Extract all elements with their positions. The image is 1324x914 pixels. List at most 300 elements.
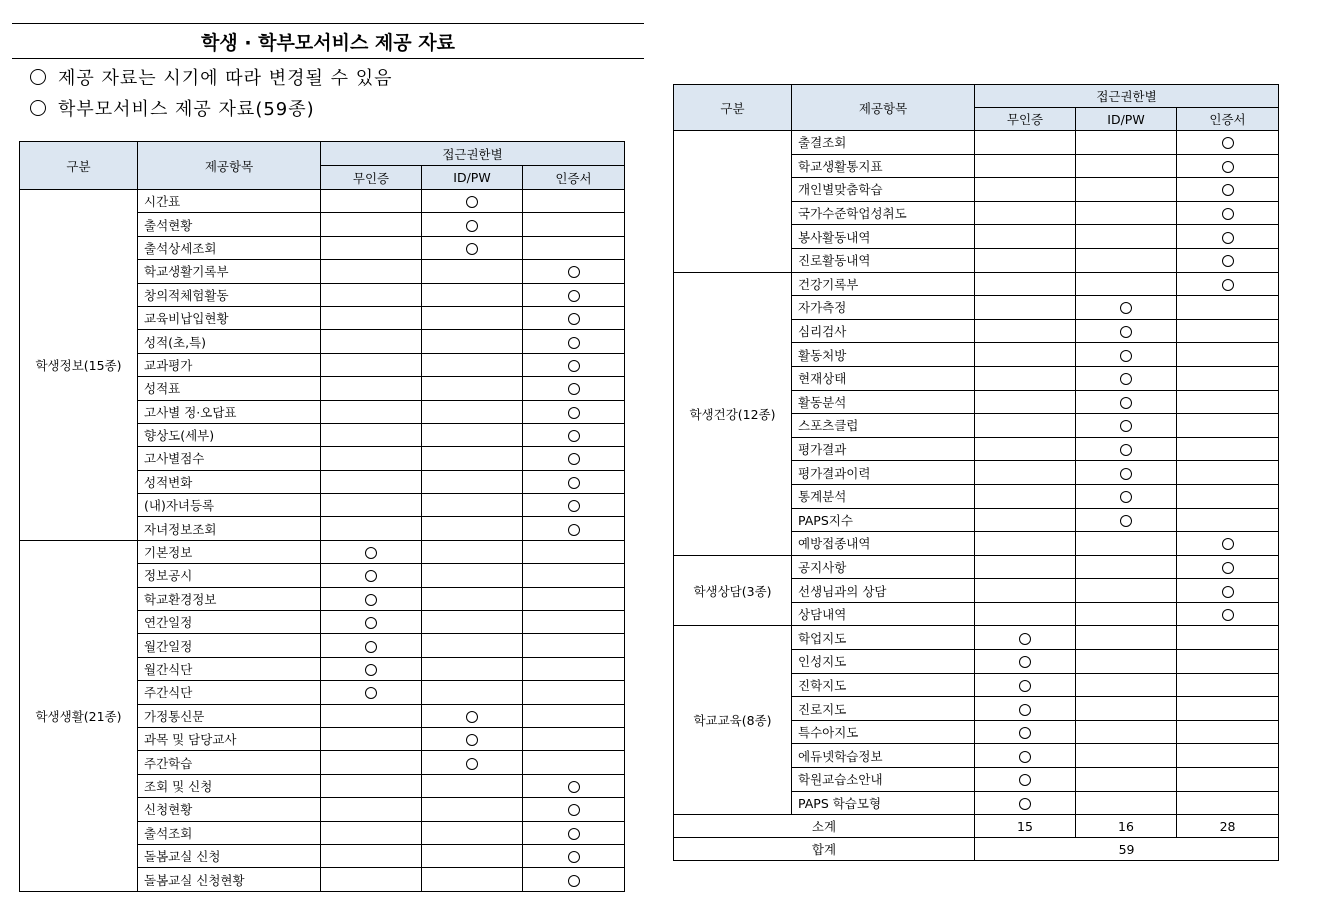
access-cell [1076, 225, 1177, 249]
access-cell [523, 330, 625, 353]
item-name-cell: 학교생활기록부 [138, 260, 321, 283]
circle-mark-icon [568, 524, 580, 536]
access-cell [1076, 272, 1177, 296]
circle-mark-icon [1222, 562, 1234, 574]
access-cell [975, 579, 1076, 603]
circle-mark-icon [568, 407, 580, 419]
access-cell [523, 774, 625, 797]
access-cell [422, 751, 523, 774]
subtotal-certificate: 28 [1177, 815, 1279, 838]
item-name-cell: PAPS지수 [792, 508, 975, 532]
access-cell [975, 414, 1076, 438]
item-name-cell: 돌봄교실 신청현황 [138, 868, 321, 891]
access-cell [975, 272, 1076, 296]
access-cell [1177, 272, 1279, 296]
access-cell [321, 681, 422, 704]
access-cell [523, 470, 625, 493]
access-cell [1177, 532, 1279, 556]
access-cell [321, 236, 422, 259]
circle-mark-icon [1019, 680, 1031, 692]
access-cell [422, 727, 523, 750]
access-cell [523, 423, 625, 446]
header-certificate: 인증서 [1177, 108, 1279, 131]
access-cell [321, 868, 422, 891]
access-cell [1177, 744, 1279, 768]
access-cell [975, 366, 1076, 390]
access-cell [1076, 414, 1177, 438]
access-cell [321, 213, 422, 236]
access-cell [422, 634, 523, 657]
access-cell [1076, 744, 1177, 768]
item-name-cell: 시간표 [138, 190, 321, 213]
access-cell [1076, 791, 1177, 815]
item-name-cell: 자가측정 [792, 296, 975, 320]
access-cell [422, 470, 523, 493]
access-cell [523, 353, 625, 376]
access-cell [975, 248, 1076, 272]
item-name-cell: 주간학습 [138, 751, 321, 774]
access-cell [1177, 626, 1279, 650]
access-cell [1076, 508, 1177, 532]
access-cell [321, 634, 422, 657]
item-name-cell: 성적표 [138, 377, 321, 400]
access-cell [975, 532, 1076, 556]
circle-mark-icon [1222, 538, 1234, 550]
access-cell [975, 296, 1076, 320]
access-cell [321, 377, 422, 400]
circle-mark-icon [466, 711, 478, 723]
item-name-cell: 상담내역 [792, 602, 975, 626]
access-cell [321, 330, 422, 353]
access-cell [321, 821, 422, 844]
header-id-pw: ID/PW [422, 166, 523, 190]
access-cell [1177, 201, 1279, 225]
access-cell [975, 744, 1076, 768]
item-name-cell: 봉사활동내역 [792, 225, 975, 249]
item-name-cell: 특수아지도 [792, 720, 975, 744]
item-name-cell: 기본정보 [138, 540, 321, 563]
item-name-cell: 학교환경정보 [138, 587, 321, 610]
access-cell [422, 587, 523, 610]
item-name-cell: 신청현황 [138, 798, 321, 821]
access-cell [523, 540, 625, 563]
access-cell [1076, 626, 1177, 650]
access-cell [1177, 343, 1279, 367]
circle-mark-icon [568, 781, 580, 793]
access-cell [523, 611, 625, 634]
access-cell [1076, 319, 1177, 343]
circle-mark-icon [568, 266, 580, 278]
item-name-cell: 공지사항 [792, 555, 975, 579]
access-cell [975, 154, 1076, 178]
access-cell [422, 447, 523, 470]
circle-mark-icon [466, 196, 478, 208]
circle-mark-icon [568, 851, 580, 863]
access-cell [523, 751, 625, 774]
access-cell [523, 587, 625, 610]
access-cell [1076, 366, 1177, 390]
access-cell [975, 508, 1076, 532]
note-text: 제공 자료는 시기에 따라 변경될 수 있음 [58, 68, 393, 89]
item-name-cell: 향상도(세부) [138, 423, 321, 446]
circle-mark-icon [1222, 184, 1234, 196]
access-cell [321, 353, 422, 376]
item-name-cell: 학교생활통지표 [792, 154, 975, 178]
access-cell [1076, 390, 1177, 414]
category-cell: 학생상담(3종) [674, 555, 792, 626]
circle-mark-icon [568, 828, 580, 840]
item-name-cell: 인성지도 [792, 650, 975, 674]
access-cell [422, 611, 523, 634]
header-item: 제공항목 [792, 85, 975, 131]
access-cell [523, 283, 625, 306]
item-name-cell: 교과평가 [138, 353, 321, 376]
item-name-cell: 월간일정 [138, 634, 321, 657]
access-cell [1177, 154, 1279, 178]
access-cell [975, 720, 1076, 744]
item-name-cell: 학원교습소안내 [792, 768, 975, 792]
access-cell [321, 540, 422, 563]
circle-mark-icon [568, 453, 580, 465]
category-cell: 학생생활(21종) [20, 540, 138, 891]
header-category: 구분 [674, 85, 792, 131]
access-cell [523, 634, 625, 657]
category-cell: 학생건강(12종) [674, 272, 792, 555]
access-cell [321, 727, 422, 750]
access-cell [321, 844, 422, 867]
access-cell [1177, 437, 1279, 461]
access-cell [523, 704, 625, 727]
item-name-cell: 국가수준학업성취도 [792, 201, 975, 225]
item-name-cell: 조회 및 신청 [138, 774, 321, 797]
circle-mark-icon [1019, 751, 1031, 763]
access-cell [321, 587, 422, 610]
access-cell [422, 844, 523, 867]
circle-mark-icon [1120, 350, 1132, 362]
item-name-cell: 자녀정보조회 [138, 517, 321, 540]
access-cell [422, 868, 523, 891]
access-cell [422, 236, 523, 259]
circle-mark-icon [1222, 137, 1234, 149]
left-service-table [19, 141, 625, 892]
access-cell [321, 774, 422, 797]
access-cell [321, 751, 422, 774]
header-id-pw: ID/PW [1076, 108, 1177, 131]
item-name-cell: 진로활동내역 [792, 248, 975, 272]
access-cell [523, 400, 625, 423]
item-name-cell: 연간일정 [138, 611, 321, 634]
subtotal-label: 소계 [674, 815, 975, 838]
circle-mark-icon [568, 337, 580, 349]
access-cell [321, 704, 422, 727]
note-item [30, 95, 315, 121]
table-row [674, 626, 1279, 650]
access-cell [975, 343, 1076, 367]
access-cell [523, 260, 625, 283]
circle-mark-icon [568, 500, 580, 512]
table-row [674, 555, 1279, 579]
item-name-cell: 출결조회 [792, 131, 975, 155]
access-cell [523, 213, 625, 236]
access-cell [1177, 650, 1279, 674]
access-cell [1076, 532, 1177, 556]
item-name-cell: 통계분석 [792, 484, 975, 508]
access-cell [523, 494, 625, 517]
right-service-table [673, 84, 1279, 861]
access-cell [975, 484, 1076, 508]
access-cell [422, 353, 523, 376]
subtotal-no-auth: 15 [975, 815, 1076, 838]
access-cell [975, 791, 1076, 815]
circle-mark-icon [1120, 468, 1132, 480]
item-name-cell: 성적(초,특) [138, 330, 321, 353]
circle-mark-icon [1120, 515, 1132, 527]
item-name-cell: 진로지도 [792, 697, 975, 721]
access-cell [321, 400, 422, 423]
circle-mark-icon [365, 570, 377, 582]
access-cell [422, 564, 523, 587]
access-cell [1076, 555, 1177, 579]
table-row [674, 272, 1279, 296]
access-cell [1177, 579, 1279, 603]
category-cell: 학생정보(15종) [20, 190, 138, 541]
item-name-cell: 건강기록부 [792, 272, 975, 296]
item-name-cell: 돌봄교실 신청 [138, 844, 321, 867]
access-cell [321, 447, 422, 470]
circle-mark-icon [466, 758, 478, 770]
access-cell [975, 602, 1076, 626]
circle-bullet-icon [30, 100, 46, 116]
item-name-cell: 활동처방 [792, 343, 975, 367]
access-cell [1177, 461, 1279, 485]
access-cell [1177, 366, 1279, 390]
access-cell [422, 517, 523, 540]
access-cell [1076, 201, 1177, 225]
circle-mark-icon [1222, 586, 1234, 598]
access-cell [523, 377, 625, 400]
header-no-auth: 무인증 [975, 108, 1076, 131]
access-cell [1177, 248, 1279, 272]
access-cell [1076, 437, 1177, 461]
access-cell [1177, 791, 1279, 815]
access-cell [422, 798, 523, 821]
circle-mark-icon [568, 383, 580, 395]
access-cell [422, 400, 523, 423]
item-name-cell: 출석현황 [138, 213, 321, 236]
access-cell [523, 236, 625, 259]
access-cell [975, 626, 1076, 650]
circle-mark-icon [365, 641, 377, 653]
access-cell [422, 704, 523, 727]
access-cell [1076, 720, 1177, 744]
item-name-cell: 월간식단 [138, 657, 321, 680]
circle-mark-icon [466, 243, 478, 255]
circle-mark-icon [1019, 774, 1031, 786]
circle-mark-icon [1222, 161, 1234, 173]
circle-mark-icon [1120, 397, 1132, 409]
item-name-cell: 정보공시 [138, 564, 321, 587]
access-cell [1177, 390, 1279, 414]
item-name-cell: 출석상세조회 [138, 236, 321, 259]
access-cell [1177, 555, 1279, 579]
circle-mark-icon [365, 594, 377, 606]
access-cell [1076, 248, 1177, 272]
access-cell [1177, 319, 1279, 343]
item-name-cell: 예방접종내역 [792, 532, 975, 556]
item-name-cell: 활동분석 [792, 390, 975, 414]
circle-mark-icon [1222, 279, 1234, 291]
table-row [674, 131, 1279, 155]
access-cell [1076, 343, 1177, 367]
circle-mark-icon [365, 617, 377, 629]
access-cell [422, 540, 523, 563]
item-name-cell: 창의적체험활동 [138, 283, 321, 306]
total-label: 합계 [674, 838, 975, 861]
circle-mark-icon [1120, 302, 1132, 314]
item-name-cell: 에듀넷학습정보 [792, 744, 975, 768]
table-row [20, 190, 625, 213]
item-name-cell: 평가결과이력 [792, 461, 975, 485]
access-cell [1076, 602, 1177, 626]
access-cell [1177, 720, 1279, 744]
access-cell [422, 213, 523, 236]
header-no-auth: 무인증 [321, 166, 422, 190]
access-cell [422, 681, 523, 704]
item-name-cell: 교육비납입현황 [138, 306, 321, 329]
circle-mark-icon [1019, 704, 1031, 716]
item-name-cell: 가정통신문 [138, 704, 321, 727]
access-cell [975, 390, 1076, 414]
circle-bullet-icon [30, 69, 46, 85]
access-cell [1076, 650, 1177, 674]
circle-mark-icon [1120, 491, 1132, 503]
access-cell [321, 798, 422, 821]
table-row [20, 540, 625, 563]
circle-mark-icon [1222, 208, 1234, 220]
access-cell [975, 697, 1076, 721]
access-cell [422, 821, 523, 844]
access-cell [1076, 697, 1177, 721]
access-cell [523, 727, 625, 750]
access-cell [1076, 768, 1177, 792]
access-cell [975, 178, 1076, 202]
note-item [30, 64, 393, 90]
access-cell [321, 517, 422, 540]
item-name-cell: 개인별맞춤학습 [792, 178, 975, 202]
circle-mark-icon [466, 734, 478, 746]
access-cell [321, 306, 422, 329]
access-cell [422, 494, 523, 517]
access-cell [422, 377, 523, 400]
header-access: 접근권한별 [975, 85, 1279, 108]
circle-mark-icon [365, 664, 377, 676]
circle-mark-icon [1120, 420, 1132, 432]
item-name-cell: 고사별점수 [138, 447, 321, 470]
access-cell [1177, 178, 1279, 202]
item-name-cell: 과목 및 담당교사 [138, 727, 321, 750]
item-name-cell: 고사별 정·오답표 [138, 400, 321, 423]
item-name-cell: (내)자녀등록 [138, 494, 321, 517]
circle-mark-icon [1120, 326, 1132, 338]
access-cell [1076, 579, 1177, 603]
access-cell [422, 306, 523, 329]
circle-mark-icon [568, 430, 580, 442]
access-cell [422, 260, 523, 283]
access-cell [321, 470, 422, 493]
item-name-cell: PAPS 학습모형 [792, 791, 975, 815]
item-name-cell: 주간식단 [138, 681, 321, 704]
access-cell [523, 868, 625, 891]
circle-mark-icon [1222, 609, 1234, 621]
circle-mark-icon [568, 875, 580, 887]
access-cell [422, 423, 523, 446]
header-item: 제공항목 [138, 142, 321, 190]
access-cell [975, 225, 1076, 249]
item-name-cell: 평가결과 [792, 437, 975, 461]
item-name-cell: 현재상태 [792, 366, 975, 390]
circle-mark-icon [365, 547, 377, 559]
access-cell [975, 555, 1076, 579]
access-cell [975, 650, 1076, 674]
header-category: 구분 [20, 142, 138, 190]
access-cell [1076, 296, 1177, 320]
access-cell [975, 673, 1076, 697]
total-value: 59 [975, 838, 1279, 861]
access-cell [523, 306, 625, 329]
access-cell [975, 131, 1076, 155]
access-cell [1177, 296, 1279, 320]
access-cell [523, 681, 625, 704]
circle-mark-icon [1019, 798, 1031, 810]
access-cell [523, 447, 625, 470]
category-cell [674, 131, 792, 273]
access-cell [1076, 484, 1177, 508]
circle-mark-icon [568, 804, 580, 816]
access-cell [1177, 484, 1279, 508]
access-cell [523, 844, 625, 867]
access-cell [422, 190, 523, 213]
access-cell [321, 494, 422, 517]
category-cell: 학교교육(8종) [674, 626, 792, 815]
access-cell [422, 657, 523, 680]
access-cell [422, 330, 523, 353]
access-cell [1177, 508, 1279, 532]
circle-mark-icon [1019, 727, 1031, 739]
access-cell [1177, 225, 1279, 249]
circle-mark-icon [568, 360, 580, 372]
access-cell [1076, 154, 1177, 178]
item-name-cell: 스포츠클럽 [792, 414, 975, 438]
access-cell [523, 657, 625, 680]
page-title: 학생 · 학부모서비스 제공 자료 [12, 23, 644, 59]
circle-mark-icon [365, 687, 377, 699]
item-name-cell: 성적변화 [138, 470, 321, 493]
access-cell [321, 190, 422, 213]
access-cell [975, 319, 1076, 343]
access-cell [1177, 414, 1279, 438]
access-cell [1076, 178, 1177, 202]
circle-mark-icon [1222, 255, 1234, 267]
access-cell [422, 283, 523, 306]
access-cell [1076, 673, 1177, 697]
circle-mark-icon [1222, 232, 1234, 244]
access-cell [1177, 697, 1279, 721]
access-cell [1076, 461, 1177, 485]
access-cell [321, 423, 422, 446]
access-cell [975, 437, 1076, 461]
access-cell [523, 564, 625, 587]
access-cell [975, 768, 1076, 792]
